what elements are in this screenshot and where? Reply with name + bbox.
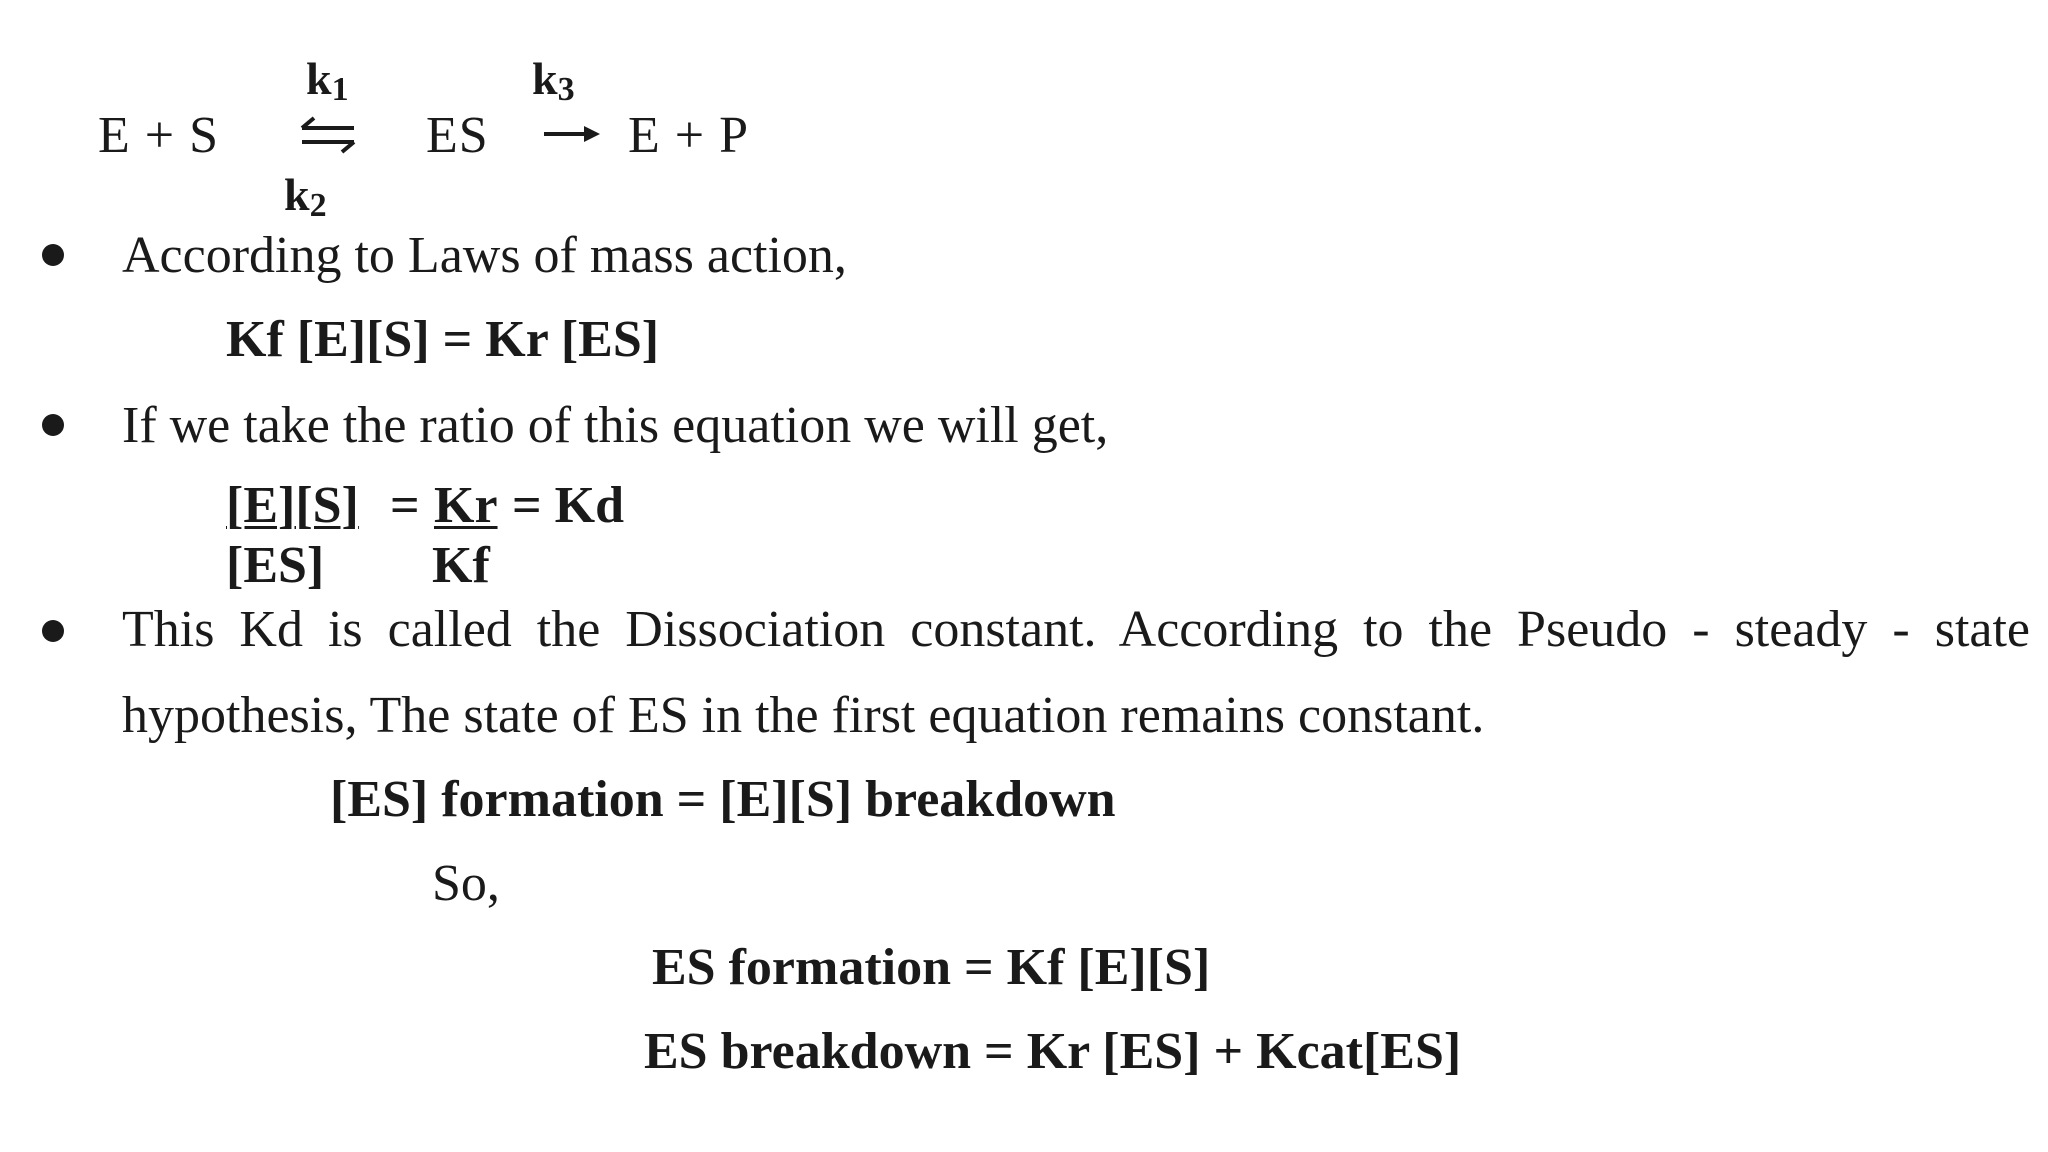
equation-es-breakdown: ES breakdown = Kr [ES] + Kcat[ES] — [644, 1023, 1462, 1080]
ratio-numerator-kr: Kr — [434, 477, 498, 534]
forward-arrow-icon — [540, 122, 604, 146]
bullet-dot — [42, 414, 64, 436]
bullet-text-mass-action: According to Laws of mass action, — [122, 227, 847, 284]
rate-constant-k2: $k_2$ — [284, 169, 327, 224]
ratio-result-kd: = Kd — [512, 477, 624, 534]
ratio-equals-sign: = — [390, 477, 420, 534]
ratio-numerator-es: [E][S] — [226, 477, 359, 534]
equation-es-formation: ES formation = Kf [E][S] — [652, 939, 1211, 996]
rate-constant-k3: $k_3$ — [532, 53, 575, 108]
reactants-label: E + S — [98, 107, 220, 164]
equilibrium-arrow-icon — [296, 114, 360, 154]
bullet-text-dissociation-line1: This Kd is called the Dissociation constant. According to the Pseudo - steady - state — [122, 601, 2030, 658]
ratio-denominator-kf: Kf — [432, 537, 490, 594]
ratio-denominator-es: [ES] — [226, 537, 325, 594]
bullet-text-ratio: If we take the ratio of this equation we will get, — [122, 397, 1109, 454]
products-label: E + P — [628, 107, 750, 164]
so-text: So, — [432, 855, 500, 912]
equation-steady-state: [ES] formation = [E][S] breakdown — [330, 771, 1116, 828]
bullet-text-dissociation-line2: hypothesis, The state of ES in the first equation remains constant. — [122, 687, 1485, 744]
bullet-dot — [42, 620, 64, 642]
rate-constant-k1: $k_1$ — [306, 53, 349, 108]
bullet-dot — [42, 244, 64, 266]
equation-mass-action: Kf [E][S] = Kr [ES] — [226, 311, 660, 368]
complex-label: ES — [426, 107, 489, 164]
